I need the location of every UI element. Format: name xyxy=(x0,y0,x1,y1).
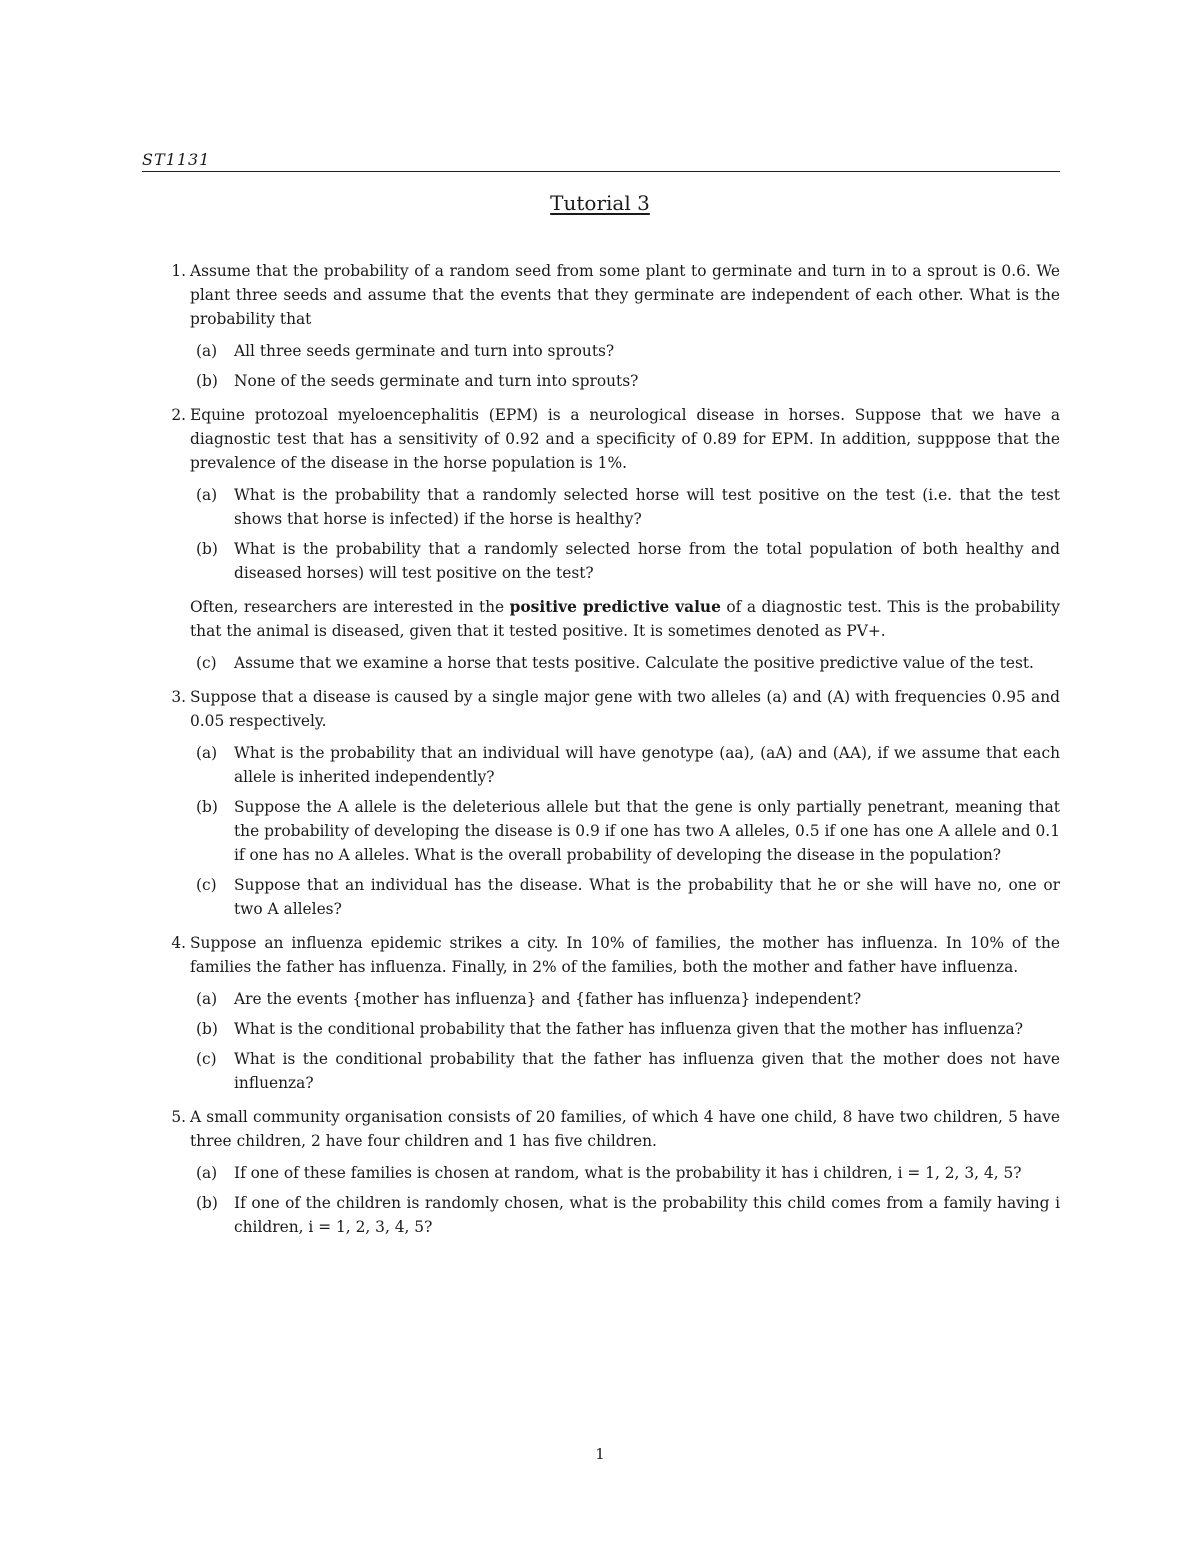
question-5 xyxy=(160,1105,1060,1239)
sub-question-text: None of the seeds germinate and turn into sprouts? xyxy=(234,372,639,390)
question-text: Suppose an influenza epidemic strikes a city. In 10% of families, the mother has influenza. In 10% of the families the father has influenza. Finally, in 2% of the families, both the mother and father have influenza. xyxy=(190,934,1060,976)
question-text: Suppose that a disease is caused by a single major gene with two alleles (a) and (A) with frequencies 0.95 and 0.05 respectively. xyxy=(190,688,1060,730)
question-number: 4. xyxy=(171,934,186,952)
sub-question-list xyxy=(190,339,1060,393)
question-4 xyxy=(160,931,1060,1095)
question-list xyxy=(160,259,1060,1249)
question-text: A small community organisation consists of 20 families, of which 4 have one child, 8 have two children, 5 have three children, 2 have four children and 1 has five children. xyxy=(190,1108,1060,1150)
sub-question-text: What is the probability that a randomly selected horse from the total population of both healthy and diseased horses) will test positive on the test? xyxy=(234,540,1060,582)
sub-question-text: Suppose that an individual has the disease. What is the probability that he or she will have no, one or two A alleles? xyxy=(234,876,1060,918)
course-code: ST1131 xyxy=(142,150,211,169)
sub-question-text: What is the probability that an individual will have genotype (aa), (aA) and (AA), if we assume that each allele is inherited independently? xyxy=(234,744,1060,786)
question-number: 2. xyxy=(171,406,186,424)
sub-question-label: (c) xyxy=(196,1050,217,1068)
question-text: Assume that the probability of a random seed from some plant to germinate and turn in to a sprout is 0.6. We plant three seeds and assume that the events that they germinate are independent of each other. What is the probability that xyxy=(190,262,1060,328)
sub-question xyxy=(190,741,1060,789)
sub-question-label: (b) xyxy=(196,798,218,816)
sub-question-text: Suppose the A allele is the deleterious allele but that the gene is only partially penetrant, meaning that the probability of developing the disease is 0.9 if one has two A alleles, 0.5 if one has one A allele and 0.1 if one has no A alleles. What is the overall probability of developing the disease in the population? xyxy=(234,798,1060,864)
sub-question-list xyxy=(190,741,1060,921)
sub-question-list xyxy=(190,483,1060,585)
page-number: 1 xyxy=(595,1445,605,1463)
question-number: 3. xyxy=(171,688,186,706)
sub-question-label: (a) xyxy=(196,1164,218,1182)
sub-question xyxy=(190,339,1060,363)
sub-question xyxy=(190,483,1060,531)
sub-question xyxy=(190,1017,1060,1041)
sub-question-label: (b) xyxy=(196,540,218,558)
sub-question-text: If one of the children is randomly chosen, what is the probability this child comes from a family having i children, i = 1, 2, 3, 4, 5? xyxy=(234,1194,1060,1236)
title-text: Tutorial 3 xyxy=(550,191,650,215)
sub-question-list xyxy=(190,1161,1060,1239)
ppv-note xyxy=(190,595,1060,643)
sub-question xyxy=(190,987,1060,1011)
sub-question xyxy=(190,795,1060,867)
sub-question xyxy=(190,1047,1060,1095)
sub-question-label: (c) xyxy=(196,654,217,672)
sub-question-text: If one of these families is chosen at random, what is the probability it has i children, i = 1, 2, 3, 4, 5? xyxy=(234,1164,1022,1182)
question-2 xyxy=(160,403,1060,675)
sub-question-text: What is the probability that a randomly selected horse will test positive on the test (i.e. that the test shows that horse is infected) if the horse is healthy? xyxy=(234,486,1060,528)
sub-question-label: (c) xyxy=(196,876,217,894)
sub-question xyxy=(190,1191,1060,1239)
page-title xyxy=(0,191,1200,215)
sub-question-label: (a) xyxy=(196,744,218,762)
sub-question-text: What is the conditional probability that the father has influenza given that the mother does not have influenza? xyxy=(234,1050,1060,1092)
sub-question-list xyxy=(190,651,1060,675)
sub-question-label: (b) xyxy=(196,1194,218,1212)
sub-question-label: (a) xyxy=(196,342,218,360)
note-text-after: of a diagnostic test. This is the probability that the animal is diseased, given that it tested positive. It is sometimes denoted as PV+. xyxy=(190,598,1060,640)
note-bold-term: positive predictive value xyxy=(509,598,721,616)
sub-question-label: (b) xyxy=(196,372,218,390)
question-number: 1. xyxy=(171,262,186,280)
sub-question-text: All three seeds germinate and turn into sprouts? xyxy=(234,342,615,360)
sub-question xyxy=(190,369,1060,393)
sub-question-list xyxy=(190,987,1060,1095)
sub-question-label: (a) xyxy=(196,486,218,504)
question-3 xyxy=(160,685,1060,921)
sub-question-text: Assume that we examine a horse that tests positive. Calculate the positive predictive value of the test. xyxy=(234,654,1034,672)
question-text: Equine protozoal myeloencephalitis (EPM) is a neurological disease in horses. Suppose that we have a diagnostic test that has a sensitivity of 0.92 and a specificity of 0.89 for EPM. In addition, supppose that the prevalence of the disease in the horse population is 1%. xyxy=(190,406,1060,472)
note-text-before: Often, researchers are interested in the xyxy=(190,598,510,616)
sub-question-label: (a) xyxy=(196,990,218,1008)
sub-question-label: (b) xyxy=(196,1020,218,1038)
sub-question xyxy=(190,873,1060,921)
sub-question xyxy=(190,1161,1060,1185)
sub-question xyxy=(190,537,1060,585)
sub-question-text: What is the conditional probability that the father has influenza given that the mother has influenza? xyxy=(234,1020,1023,1038)
question-number: 5. xyxy=(171,1108,186,1126)
sub-question-text: Are the events {mother has influenza} and {father has influenza} independent? xyxy=(234,990,862,1008)
sub-question xyxy=(190,651,1060,675)
header-rule xyxy=(142,171,1060,172)
question-1 xyxy=(160,259,1060,393)
